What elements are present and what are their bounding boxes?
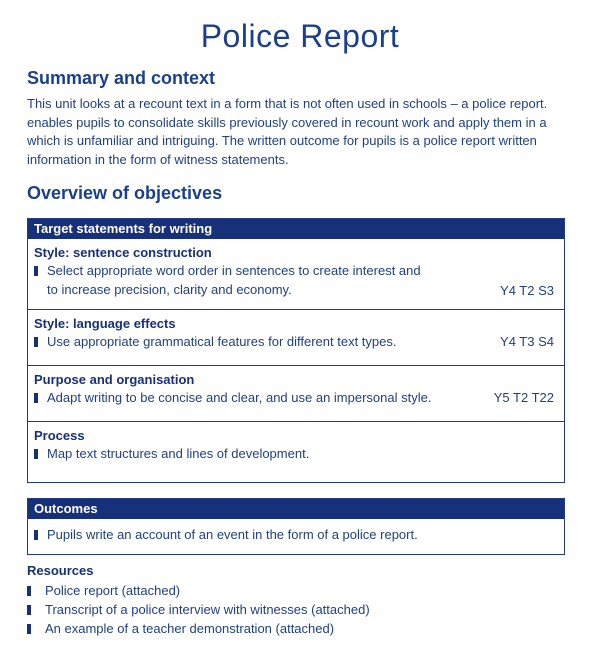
list-item: Police report (attached) bbox=[27, 581, 567, 600]
bullet-icon bbox=[27, 586, 31, 596]
list-item-continuation: to increase precision, clarity and economy. bbox=[47, 282, 292, 297]
objectives-box-title: Target statements for writing bbox=[28, 219, 564, 239]
summary-line: enables pupils to consolidate skills previously covered in recount work and apply them in a bbox=[27, 114, 547, 130]
overview-heading: Overview of objectives bbox=[27, 183, 223, 203]
bullet-icon bbox=[34, 337, 38, 347]
resources-heading: Resources bbox=[27, 563, 94, 578]
bullet-icon bbox=[34, 393, 38, 403]
list-item: Transcript of a police interview with witnesses (attached) bbox=[27, 600, 567, 619]
objectives-box bbox=[27, 218, 565, 483]
page-title: Police Report bbox=[200, 18, 400, 54]
section-title: Purpose and organisation bbox=[34, 372, 195, 387]
summary-line: This unit looks at a recount text in a form that is not often used in schools – a police report. bbox=[27, 96, 548, 111]
objective-reference: Y4 T2 S3 bbox=[500, 283, 554, 298]
summary-line: information in the form of witness statements. bbox=[27, 151, 289, 167]
summary-heading: Summary and context bbox=[27, 68, 216, 88]
bullet-icon bbox=[27, 624, 31, 634]
objective-reference: Y5 T2 T22 bbox=[493, 390, 554, 405]
summary-paragraph bbox=[27, 95, 582, 169]
section-title: Process bbox=[34, 428, 85, 443]
outcomes-box bbox=[27, 498, 565, 555]
objective-section bbox=[28, 421, 564, 482]
list-item: Use appropriate grammatical features for different text types. bbox=[34, 332, 558, 351]
bullet-icon bbox=[34, 266, 38, 276]
bullet-icon bbox=[34, 449, 38, 459]
list-item: An example of a teacher demonstration (attached) bbox=[27, 619, 567, 638]
list-item: Pupils write an account of an event in the form of a police report. bbox=[34, 525, 558, 544]
section-title: Style: sentence construction bbox=[34, 245, 212, 260]
list-item: Adapt writing to be concise and clear, and use an impersonal style. bbox=[34, 388, 558, 407]
objective-section bbox=[28, 365, 564, 421]
section-title: Style: language effects bbox=[34, 316, 176, 331]
objective-reference: Y4 T3 S4 bbox=[500, 334, 554, 349]
outcomes-box-title: Outcomes bbox=[28, 499, 564, 519]
resources-list bbox=[27, 581, 567, 638]
objective-section bbox=[28, 239, 564, 309]
bullet-icon bbox=[27, 605, 31, 615]
objective-section bbox=[28, 309, 564, 365]
summary-line: which is unfamiliar and intriguing. The written outcome for pupils is a police report written bbox=[27, 133, 537, 148]
outcomes-section bbox=[28, 519, 564, 554]
list-item: Select appropriate word order in sentences to create interest and bbox=[34, 261, 558, 280]
list-item: Map text structures and lines of development. bbox=[34, 444, 558, 463]
bullet-icon bbox=[34, 530, 38, 540]
